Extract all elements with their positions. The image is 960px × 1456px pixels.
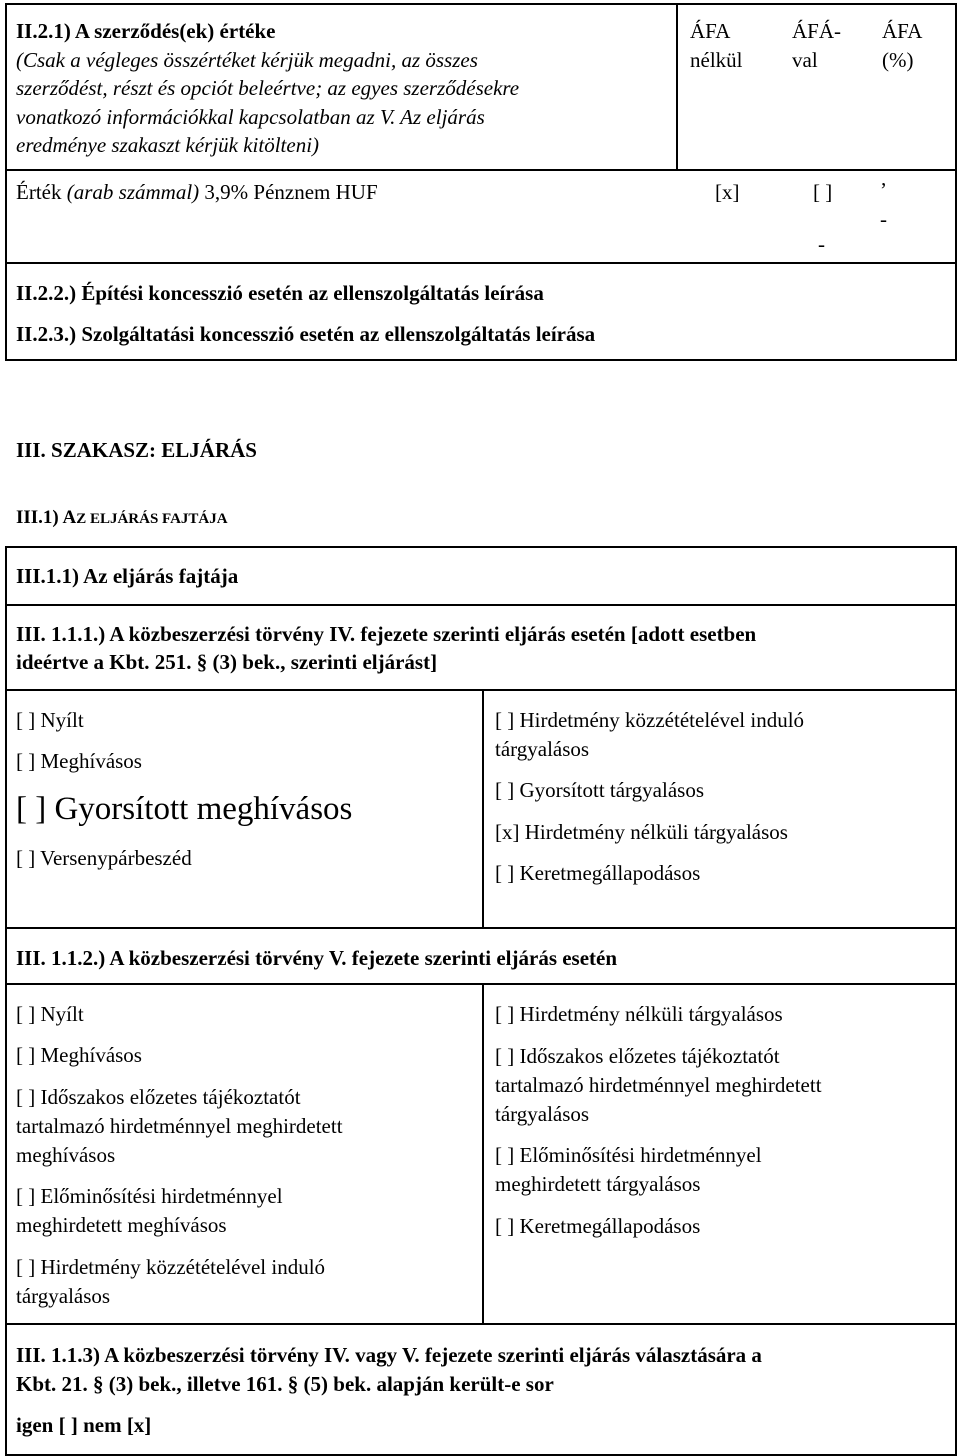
col-header-afa-nelkul	[690, 17, 743, 75]
dash-afaval: -	[818, 232, 825, 256]
col-header-afaval	[792, 17, 841, 75]
row-divider	[5, 927, 957, 929]
col-divider	[482, 983, 484, 1325]
sub-heading-iii1	[16, 505, 228, 532]
option-line: tárgyalásos	[495, 737, 590, 761]
value-amount[interactable]: 3,9%	[204, 180, 249, 204]
option-v-keretmegallapodasos[interactable]: [ ] Keretmegállapodásos	[495, 1214, 701, 1238]
option-v-nyilt[interactable]: [ ] Nyílt	[16, 1002, 84, 1026]
option-line: meghívásos	[16, 1143, 116, 1167]
question-iii1111-line-2: ideértve a Kbt. 251. § (3) bek., szerinti eljárást]	[16, 650, 438, 674]
option-line: [ ] Előminősítési hirdetménnyel	[16, 1184, 283, 1208]
option-iv-gyorsitott-targyalasos[interactable]: [ ] Gyorsított tárgyalásos	[495, 778, 704, 802]
col-divider	[676, 3, 678, 171]
col-header-line: ÁFA	[690, 19, 731, 43]
option-line: [ ] Időszakos előzetes tájékoztatót	[495, 1044, 780, 1068]
row-divider	[5, 689, 957, 691]
question-iii1112: III. 1.1.2.) A közbeszerzési törvény V. fejezete szerinti eljárás esetén	[16, 946, 618, 970]
row-divider	[5, 604, 957, 606]
option-v-meghivasos[interactable]: [ ] Meghívásos	[16, 1043, 142, 1067]
row-divider	[5, 1323, 957, 1325]
row-divider	[5, 262, 957, 264]
option-line: tárgyalásos	[495, 1102, 590, 1126]
question-iii1113-line-2: Kbt. 21. § (3) bek., illetve 161. § (5) bek. alapján került-e sor	[16, 1372, 554, 1396]
checkbox-afaval[interactable]: [ ]	[813, 180, 833, 204]
option-v-hirdetmeny-nelkuli[interactable]: [ ] Hirdetmény nélküli tárgyalásos	[495, 1002, 783, 1026]
comma-afa-pct: ’	[880, 178, 887, 202]
option-iv-gyorsitott-meghivasos[interactable]: [ ] Gyorsított meghívásos	[16, 791, 353, 827]
option-iv-keretmegallapodasos[interactable]: [ ] Keretmegállapodásos	[495, 861, 701, 885]
option-v-hirdetmeny-kozzetetelevel[interactable]	[16, 1253, 325, 1311]
section-item-222: II.2.2.) Építési koncesszió esetén az ellenszolgáltatás leírása	[16, 281, 544, 305]
dash-afa-pct: -	[880, 207, 887, 231]
col-header-line: nélkül	[690, 48, 743, 72]
box-title-iii11: III.1.1) Az eljárás fajtája	[16, 564, 239, 588]
section-heading-iii: III. SZAKASZ: ELJÁRÁS	[16, 438, 257, 462]
row-divider	[5, 983, 957, 985]
value-row	[16, 178, 378, 207]
option-v-idoszakos-targyalasos[interactable]	[495, 1042, 822, 1129]
option-v-elominositesi-targyalasos[interactable]	[495, 1141, 762, 1199]
sub-heading-rest: Z ELJÁRÁS FAJTÁJA	[76, 511, 228, 527]
answer-igen-nem[interactable]: igen [ ] nem [x]	[16, 1413, 152, 1437]
col-divider	[482, 689, 484, 929]
value-label: Érték	[16, 180, 62, 204]
option-line: meghirdetett meghívásos	[16, 1213, 227, 1237]
sub-heading-prefix: III.1) A	[16, 507, 77, 528]
col-header-line: val	[792, 48, 818, 72]
option-line: meghirdetett tárgyalásos	[495, 1172, 701, 1196]
procedure-type-box	[5, 546, 957, 1456]
question-iii1111-line-1: III. 1.1.1.) A közbeszerzési törvény IV. fejezete szerinti eljárás esetén [adott esetben	[16, 622, 757, 646]
currency-label: Pénznem HUF	[253, 180, 378, 204]
col-header-line: (%)	[882, 48, 914, 72]
col-header-line: ÁFA	[882, 19, 923, 43]
value-note-line-2: szerződést, részt és opciót beleértve; az egyes szerződésekre	[16, 76, 520, 100]
value-label-note: (arab számmal)	[66, 180, 200, 204]
option-line: tárgyalásos	[16, 1284, 111, 1308]
option-iv-hirdetmeny-nelkuli[interactable]: [x] Hirdetmény nélküli tárgyalásos	[495, 820, 788, 844]
col-header-afa-pct	[882, 17, 922, 75]
col-header-line: ÁFÁ-	[792, 19, 842, 43]
value-note-line-1: (Csak a végleges összértéket kérjük megadni, az összes	[16, 48, 478, 72]
option-v-elominositesi-meghivasos[interactable]	[16, 1182, 283, 1240]
option-line: [ ] Hirdetmény közzétételével induló	[16, 1255, 326, 1279]
row-divider	[5, 169, 957, 171]
question-iii1113-line-1: III. 1.1.3) A közbeszerzési törvény IV. vagy V. fejezete szerinti eljárás választására a	[16, 1343, 762, 1367]
value-note-line-3: vonatkozó információkkal kapcsolatban az V. Az eljárás	[16, 105, 485, 129]
option-iv-versenyparbeszed[interactable]: [ ] Versenypárbeszéd	[16, 846, 192, 870]
option-line: [ ] Előminősítési hirdetménnyel	[495, 1143, 762, 1167]
option-iv-meghivasos[interactable]: [ ] Meghívásos	[16, 749, 142, 773]
value-note-line-4: eredménye szakaszt kérjük kitölteni)	[16, 133, 320, 157]
section-item-223: II.2.3.) Szolgáltatási koncesszió esetén az ellenszolgáltatás leírása	[16, 322, 596, 346]
option-line: tartalmazó hirdetménnyel meghirdetett	[16, 1114, 343, 1138]
option-iv-nyilt[interactable]: [ ] Nyílt	[16, 708, 84, 732]
option-line: [ ] Időszakos előzetes tájékoztatót	[16, 1085, 301, 1109]
section-title-221: II.2.1) A szerződés(ek) értéke	[16, 19, 276, 43]
option-line: tartalmazó hirdetménnyel meghirdetett	[495, 1073, 822, 1097]
option-v-idoszakos-meghivasos[interactable]	[16, 1083, 343, 1170]
checkbox-afa-nelkul[interactable]: [x]	[715, 180, 740, 204]
option-iv-hirdetmeny-kozzetetelevel[interactable]	[495, 706, 804, 764]
option-line: [ ] Hirdetmény közzétételével induló	[495, 708, 805, 732]
